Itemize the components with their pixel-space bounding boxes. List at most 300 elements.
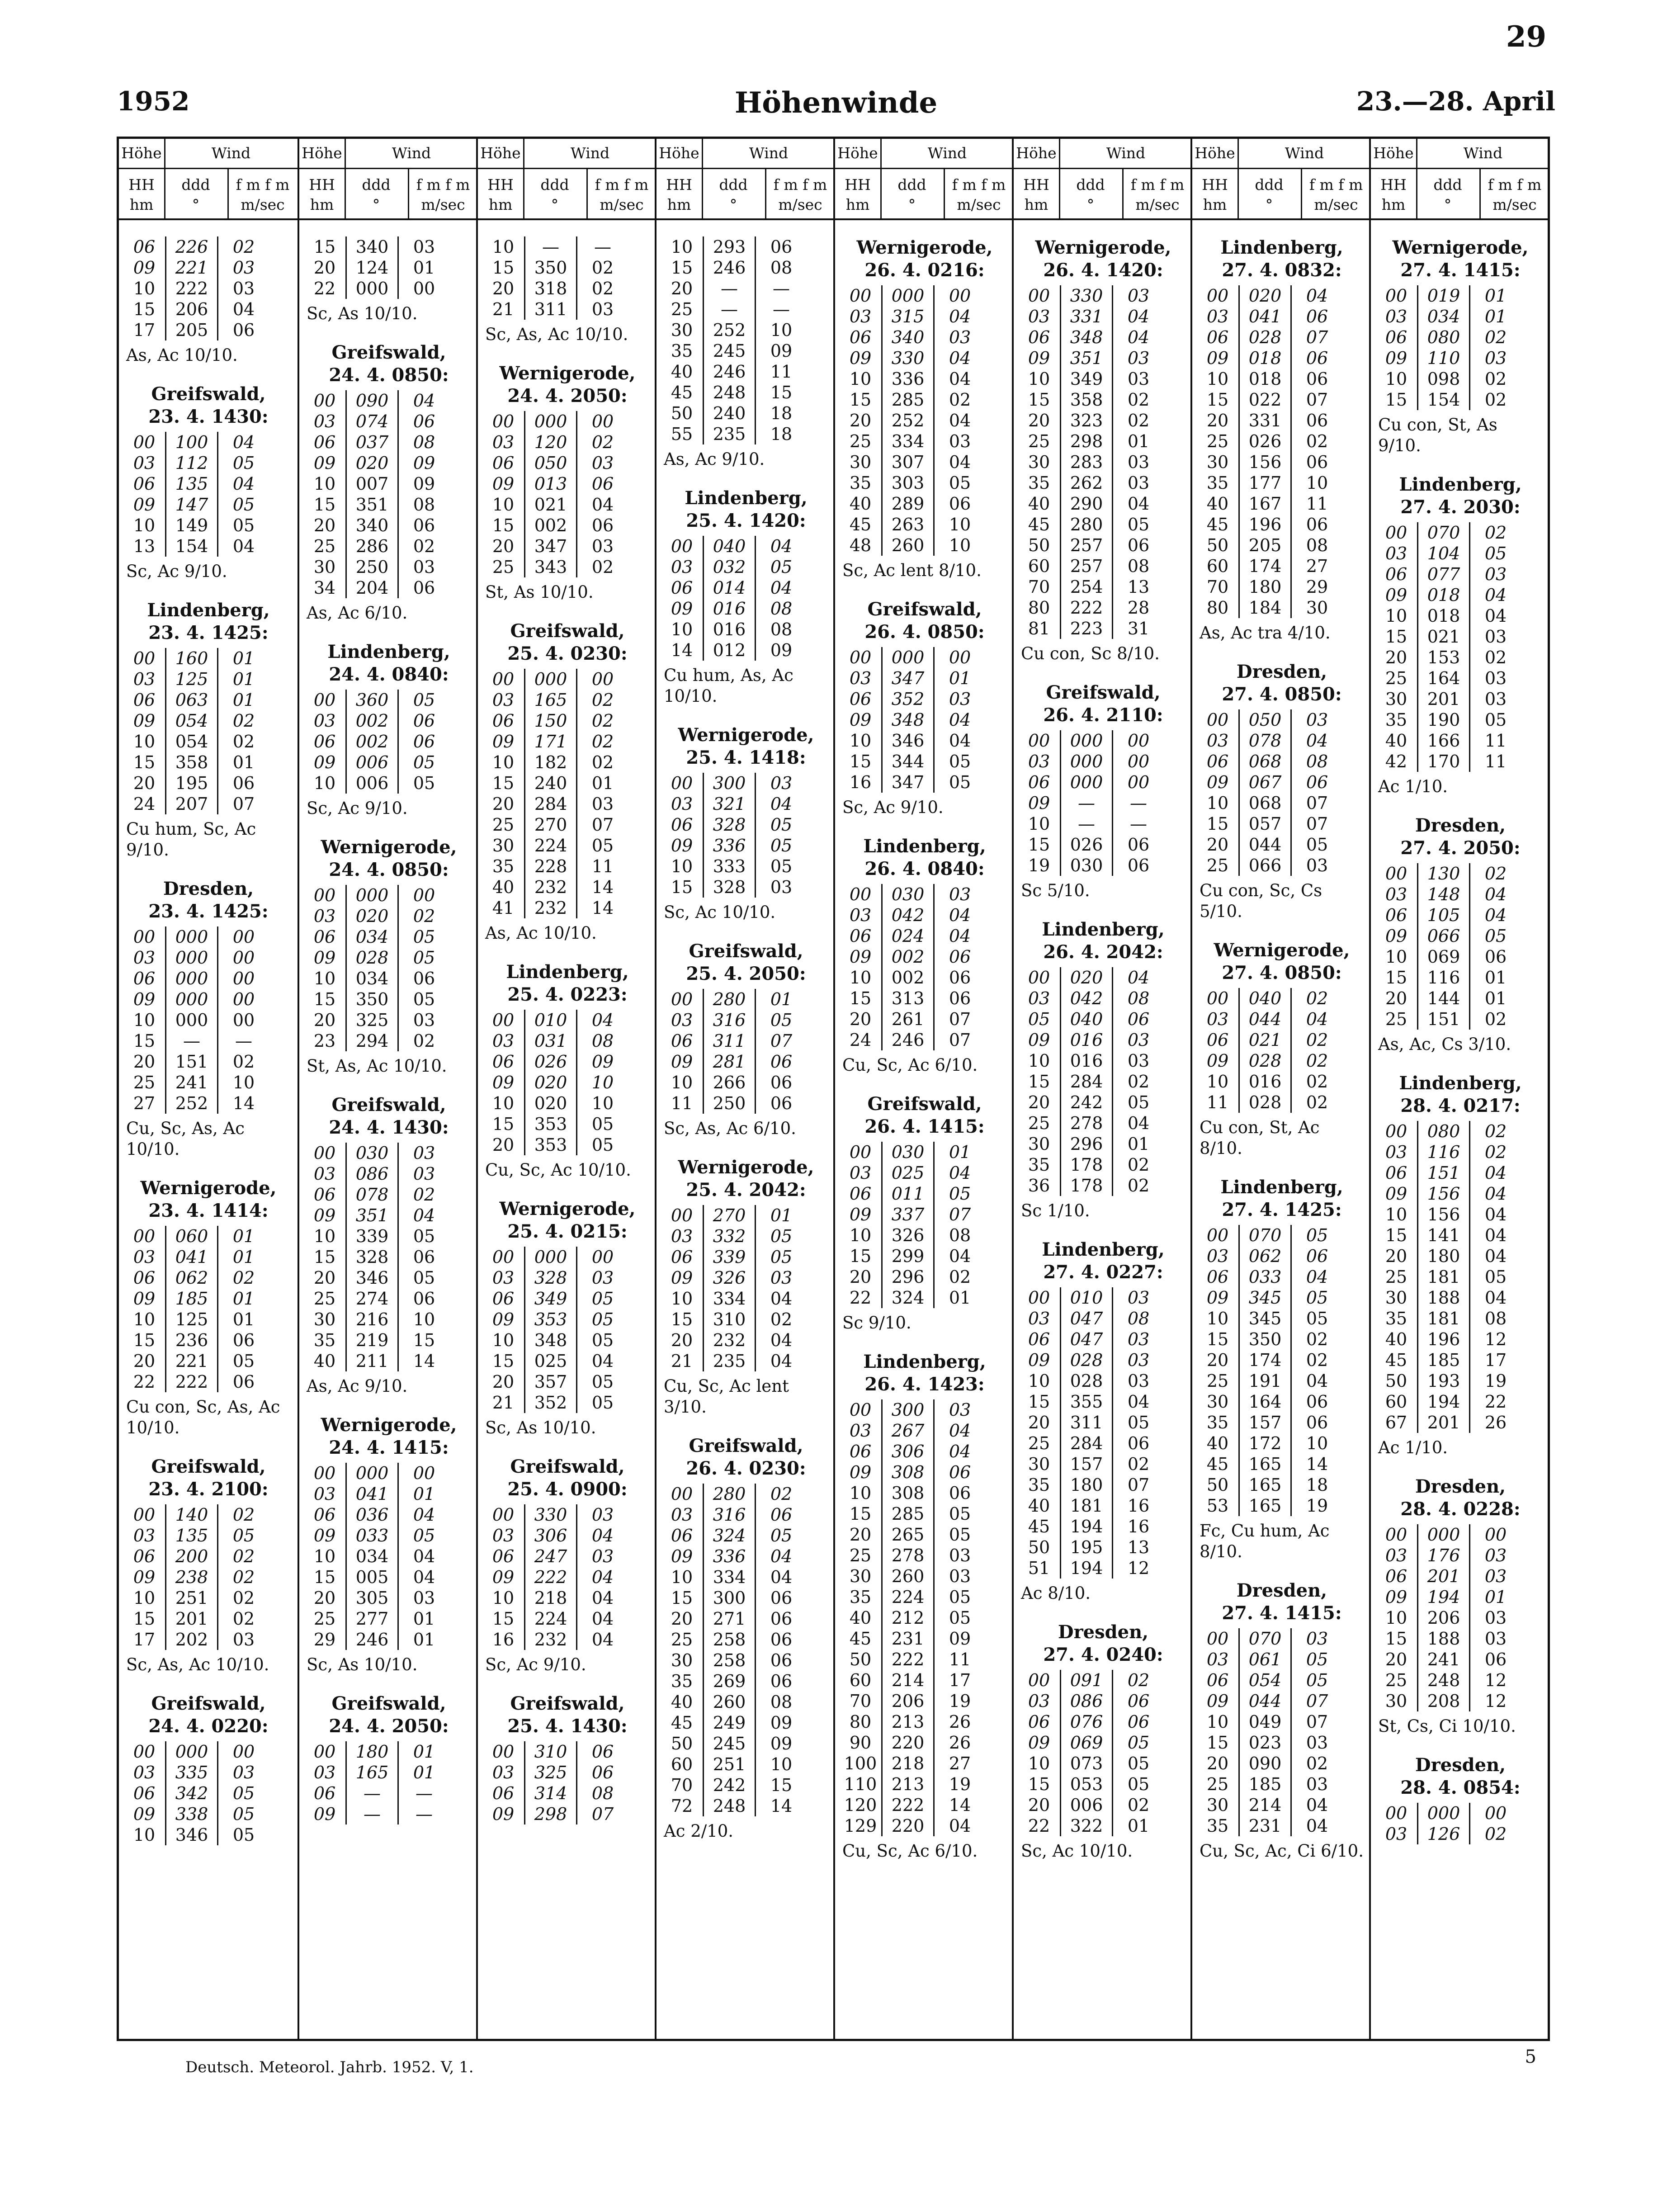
table-row: [1375, 285, 1545, 306]
height-value: 00: [313, 1143, 336, 1163]
height-value: 15: [313, 1247, 336, 1267]
height-value: 06: [133, 690, 156, 710]
height-value: 00: [1206, 1225, 1229, 1245]
speed-value: 08: [1127, 988, 1150, 1008]
table-row: [482, 257, 652, 278]
direction-value: 188: [1417, 1287, 1470, 1308]
height-value: 21: [671, 1351, 693, 1371]
speed-value: 11: [1484, 731, 1507, 751]
table-row: [1018, 1670, 1188, 1691]
table-row: [1197, 410, 1367, 431]
speed-value: 03: [1127, 1329, 1150, 1349]
direction-value: 218: [524, 1588, 577, 1608]
table-row: [840, 946, 1010, 967]
speed-value: 05: [232, 1783, 255, 1803]
direction-value: 248: [1417, 1670, 1470, 1691]
speed-value: 05: [949, 1525, 971, 1545]
table-row: [1197, 1628, 1367, 1649]
observation-time: 23. 4. 1414:: [148, 1200, 269, 1221]
table-row: [482, 1072, 652, 1093]
speed-value: 14: [232, 1093, 255, 1113]
direction-value: 030: [881, 884, 935, 905]
speed-value: 01: [413, 1763, 435, 1782]
observation-time: 25. 4. 0215:: [507, 1221, 628, 1242]
speed-value: 03: [232, 258, 255, 278]
wind-label: Wind: [1463, 144, 1503, 162]
speed-value: 04: [770, 794, 793, 814]
height-value: 40: [1028, 1496, 1050, 1516]
table-row: [840, 1545, 1010, 1566]
height-value: 35: [671, 341, 693, 361]
speed-value: 06: [413, 732, 435, 752]
speed-value: 22: [1484, 1392, 1507, 1412]
cloud-note: As, Ac, Cs 3/10.: [1378, 1035, 1511, 1054]
direction-value: 184: [1238, 597, 1292, 618]
table-row: [1018, 1412, 1188, 1433]
direction-value: 000: [165, 1010, 218, 1030]
speed-value: 27: [1306, 556, 1328, 576]
speed-value: 04: [770, 536, 793, 556]
height-value: 45: [849, 1629, 872, 1649]
height-value: 06: [313, 432, 336, 452]
height-value: 15: [133, 1609, 156, 1629]
hh-label: HH: [845, 176, 871, 194]
table-row: [482, 731, 652, 752]
table-row: [482, 898, 652, 918]
table-row: [661, 1309, 831, 1330]
hm-label: hm: [667, 196, 691, 213]
height-value: 45: [849, 515, 872, 534]
height-value: 35: [1385, 1309, 1408, 1328]
speed-value: 03: [1127, 1371, 1150, 1391]
table-row: [661, 299, 831, 320]
speed-value: 07: [1306, 793, 1328, 813]
speed-header: [1122, 168, 1193, 218]
table-row: [482, 1525, 652, 1546]
height-value: 06: [1385, 1566, 1408, 1586]
height-value: 15: [1385, 390, 1408, 410]
height-value: 03: [313, 411, 336, 431]
height-value: 15: [671, 258, 693, 278]
height-value: 03: [313, 906, 336, 926]
station-name: Greifswald,: [510, 1456, 625, 1477]
speed-value: 04: [1484, 606, 1507, 626]
cloud-note: Sc, Ac 9/10.: [307, 799, 408, 818]
speed-label: f m f m: [416, 176, 470, 194]
direction-value: 054: [165, 710, 218, 731]
height-value: 09: [133, 1804, 156, 1824]
table-row: [123, 752, 293, 773]
table-row: [123, 1762, 293, 1783]
direction-value: 352: [881, 689, 935, 709]
table-row: [661, 1608, 831, 1629]
height-value: 10: [1206, 1309, 1229, 1328]
observation-block: [123, 1456, 293, 1675]
speed-value: 02: [1306, 1092, 1328, 1112]
height-value: 03: [492, 690, 515, 710]
speed-value: 02: [1484, 523, 1507, 543]
direction-value: 021: [1238, 1030, 1292, 1050]
height-value: 25: [671, 1630, 693, 1650]
speed-value: 06: [1306, 348, 1328, 368]
observation-time: 24. 4. 0220:: [148, 1716, 269, 1737]
direction-value: 336: [703, 835, 756, 856]
direction-value: 050: [524, 453, 577, 473]
height-value: 20: [671, 279, 693, 298]
speed-value: 03: [591, 1505, 614, 1525]
table-row: [304, 1163, 474, 1184]
height-header: [657, 139, 703, 218]
page-number: 29: [1506, 20, 1546, 54]
height-value: 30: [1206, 1392, 1229, 1412]
direction-value: 353: [524, 1134, 577, 1155]
table-row: [1375, 1824, 1545, 1844]
table-row: [1197, 327, 1367, 348]
height-value: 20: [313, 1268, 336, 1288]
direction-value: 232: [524, 877, 577, 898]
hoehe-label: Höhe: [837, 144, 878, 162]
speed-value: —: [235, 1031, 252, 1051]
table-row: [840, 1204, 1010, 1225]
direction-value: 066: [1238, 855, 1292, 876]
speed-value: 08: [591, 1031, 614, 1051]
ddd-label: ddd: [1255, 176, 1284, 194]
height-value: 10: [1028, 369, 1050, 389]
observation-block: [1018, 236, 1188, 664]
table-row: [123, 731, 293, 752]
table-row: [1018, 813, 1188, 834]
speed-value: 03: [1484, 1629, 1507, 1649]
direction-value: 180: [345, 1741, 399, 1762]
direction-value: 019: [1417, 285, 1470, 306]
speed-value: 05: [1484, 710, 1507, 730]
speed-value: 03: [1484, 689, 1507, 709]
direction-value: 346: [345, 1267, 399, 1288]
height-value: 03: [1206, 1650, 1229, 1669]
table-row: [1018, 1308, 1188, 1329]
direction-value: 326: [703, 1267, 756, 1288]
speed-value: 00: [1127, 752, 1150, 771]
height-value: 03: [492, 1526, 515, 1546]
height-value: 09: [133, 711, 156, 731]
height-value: 15: [492, 1114, 515, 1134]
direction-value: 280: [703, 1484, 756, 1504]
height-value: 30: [1385, 689, 1408, 709]
observation-time: 26. 4. 1423:: [864, 1374, 985, 1395]
speed-value: 02: [949, 390, 971, 410]
table-row: [661, 989, 831, 1010]
direction-value: 177: [1238, 473, 1292, 493]
table-row: [123, 494, 293, 515]
column-body: [478, 220, 657, 1824]
cloud-note: Sc 9/10.: [842, 1313, 912, 1333]
date-range: 23.—28. April: [1356, 86, 1555, 117]
height-value: 35: [1206, 1816, 1229, 1836]
height-value: 60: [1385, 1392, 1408, 1412]
speed-value: —: [773, 279, 790, 298]
table-row: [482, 453, 652, 473]
table-row: [840, 1524, 1010, 1545]
table-row: [1375, 668, 1545, 689]
wind-label: Wind: [211, 144, 251, 162]
observation-time: 27. 4. 0850:: [1222, 684, 1342, 705]
table-row: [1197, 1308, 1367, 1329]
height-value: 06: [133, 237, 156, 257]
table-row: [304, 773, 474, 794]
speed-value: 04: [1484, 1205, 1507, 1224]
speed-value: 04: [413, 1505, 435, 1525]
direction-header: [880, 168, 945, 218]
direction-value: 112: [165, 453, 218, 473]
speed-value: 01: [413, 1609, 435, 1629]
table-row: [123, 299, 293, 320]
direction-value: 042: [1060, 988, 1113, 1009]
speed-value: 05: [1484, 1267, 1507, 1287]
table-row: [1375, 1607, 1545, 1628]
table-row: [661, 640, 831, 661]
direction-value: 000: [345, 885, 399, 906]
height-value: 09: [1206, 1691, 1229, 1711]
speed-value: 03: [1127, 452, 1150, 472]
speed-value: 02: [1306, 1072, 1328, 1092]
height-value: 06: [1206, 1267, 1229, 1287]
direction-value: 080: [1417, 1121, 1470, 1142]
observation-block: [1018, 1238, 1188, 1604]
direction-value: 213: [881, 1774, 935, 1795]
speed-value: 28: [1127, 598, 1150, 618]
hoehe-label: Höhe: [1016, 144, 1057, 162]
speed-value: 15: [413, 1330, 435, 1350]
table-row: [123, 947, 293, 968]
table-row: [482, 1247, 652, 1267]
height-value: 09: [671, 1268, 693, 1288]
speed-value: 04: [949, 926, 971, 946]
height-value: 21: [492, 1393, 515, 1413]
height-value: 70: [1206, 577, 1229, 597]
table-row: [123, 1247, 293, 1267]
speed-value: 07: [1306, 390, 1328, 410]
speed-value: 02: [232, 1268, 255, 1288]
height-value: 03: [492, 1031, 515, 1051]
height-value: 10: [849, 1483, 872, 1503]
height-value: 09: [1385, 348, 1408, 368]
speed-value: 02: [1306, 1030, 1328, 1050]
speed-value: 04: [1127, 307, 1150, 326]
table-row: [840, 1587, 1010, 1607]
height-value: 09: [492, 1309, 515, 1329]
direction-value: 174: [1238, 1350, 1292, 1371]
direction-value: 165: [1238, 1454, 1292, 1475]
table-row: [840, 1267, 1010, 1287]
table-row: [123, 515, 293, 536]
table-row: [1018, 1495, 1188, 1516]
cloud-note: St, As 10/10.: [485, 582, 594, 602]
height-value: 03: [492, 1763, 515, 1782]
speed-value: 26: [1484, 1413, 1507, 1432]
direction-value: 060: [165, 1226, 218, 1247]
height-value: 09: [1206, 772, 1229, 792]
height-value: 25: [1028, 1433, 1050, 1453]
direction-value: —: [165, 1030, 218, 1051]
direction-value: 350: [524, 257, 577, 278]
direction-value: 325: [524, 1762, 577, 1783]
table-row: [661, 340, 831, 361]
table-row: [840, 988, 1010, 1009]
speed-value: 06: [1306, 452, 1328, 472]
speed-value: 04: [232, 536, 255, 556]
table-row: [123, 1093, 293, 1114]
speed-value: 02: [591, 690, 614, 710]
speed-value: 05: [232, 453, 255, 473]
speed-value: 03: [1127, 348, 1150, 368]
degree-label: °: [551, 196, 559, 213]
direction-value: 000: [881, 647, 935, 668]
direction-value: 342: [165, 1783, 218, 1804]
height-value: 09: [492, 1073, 515, 1092]
speed-value: 04: [949, 905, 971, 925]
cloud-note: Ac 2/10.: [664, 1821, 734, 1841]
direction-value: 149: [165, 515, 218, 536]
table-row: [1375, 1803, 1545, 1824]
table-row: [123, 989, 293, 1010]
cloud-note: Sc, As 10/10.: [307, 304, 418, 323]
table-row: [1375, 1524, 1545, 1545]
table-row: [840, 1483, 1010, 1503]
table-row: [1197, 1225, 1367, 1246]
height-value: 80: [1206, 598, 1229, 618]
cloud-note: Cu, Sc, Ac 6/10.: [842, 1055, 978, 1075]
direction-value: 033: [1238, 1267, 1292, 1287]
height-value: 50: [671, 403, 693, 423]
height-value: 17: [133, 1630, 156, 1650]
height-value: 06: [133, 1546, 156, 1566]
wind-label: Wind: [570, 144, 610, 162]
direction-value: 200: [165, 1546, 218, 1567]
table-row: [123, 968, 293, 989]
observation-time: 27. 4. 2030:: [1400, 496, 1521, 518]
speed-value: 09: [770, 341, 793, 361]
table-row: [304, 257, 474, 278]
table-row: [661, 1030, 831, 1051]
speed-value: 04: [591, 1351, 614, 1371]
speed-value: 05: [770, 1010, 793, 1030]
direction-value: 249: [703, 1712, 756, 1733]
direction-value: 284: [1060, 1071, 1113, 1092]
table-row: [840, 1399, 1010, 1420]
height-value: 09: [1028, 793, 1050, 813]
table-row: [1375, 1545, 1545, 1566]
station-name: Lindenberg,: [1220, 237, 1343, 258]
speed-value: 05: [413, 1526, 435, 1546]
direction-value: 310: [703, 1309, 756, 1330]
direction-value: 333: [703, 856, 756, 877]
direction-value: 269: [703, 1671, 756, 1692]
cloud-note: Sc, As, Ac 10/10.: [485, 325, 628, 344]
direction-value: 116: [1417, 967, 1470, 988]
height-value: 00: [133, 432, 156, 452]
table-row: [304, 432, 474, 453]
table-row: [1197, 285, 1367, 306]
table-row: [482, 299, 652, 320]
table-row: [840, 884, 1010, 905]
height-value: 09: [849, 947, 872, 967]
height-value: 20: [1385, 648, 1408, 667]
height-value: 30: [1028, 1454, 1050, 1474]
height-value: 06: [313, 1185, 336, 1205]
direction-value: 037: [345, 432, 399, 453]
height-value: 06: [133, 1783, 156, 1803]
speed-value: 19: [949, 1691, 971, 1711]
speed-value: 00: [232, 1742, 255, 1762]
speed-value: 05: [413, 927, 435, 947]
height-value: 05: [1028, 1009, 1050, 1029]
table-row: [1197, 389, 1367, 410]
station-name: Greifswald,: [151, 1456, 266, 1477]
direction-value: 069: [1060, 1732, 1113, 1753]
hoehe-label: Höhe: [480, 144, 521, 162]
direction-value: 310: [524, 1741, 577, 1762]
height-value: 09: [671, 599, 693, 619]
speed-value: 01: [770, 989, 793, 1009]
speed-value: 05: [1306, 1288, 1328, 1308]
observation-time: 28. 4. 0217:: [1400, 1095, 1521, 1116]
direction-value: 000: [165, 989, 218, 1010]
speed-value: 03: [949, 1400, 971, 1420]
speed-label: f m f m: [1130, 176, 1185, 194]
direction-value: 154: [165, 536, 218, 557]
height-value: 50: [1028, 535, 1050, 555]
height-value: 10: [133, 279, 156, 298]
speed-value: 05: [949, 1504, 971, 1524]
table-column: [833, 139, 1014, 2039]
table-row: [1197, 1711, 1367, 1732]
direction-value: 235: [703, 424, 756, 444]
speed-value: 02: [591, 711, 614, 731]
height-value: 03: [671, 1505, 693, 1525]
cloud-note: As, Ac 6/10.: [307, 603, 408, 623]
direction-value: 298: [1060, 431, 1113, 452]
direction-value: —: [345, 1783, 399, 1804]
table-row: [123, 236, 293, 257]
direction-value: 224: [881, 1587, 935, 1607]
height-value: 03: [133, 1763, 156, 1782]
height-value: 03: [1028, 752, 1050, 771]
observation-block: [840, 835, 1010, 1076]
cloud-note: Cu, Sc, As, Ac 10/10.: [126, 1119, 245, 1159]
speed-value: 05: [413, 1226, 435, 1246]
height-value: 09: [313, 453, 336, 473]
direction-header: [345, 168, 409, 218]
height-value: 25: [313, 536, 336, 556]
table-row: [123, 257, 293, 278]
table-row: [840, 1287, 1010, 1308]
height-value: 06: [849, 1184, 872, 1204]
height-value: 10: [671, 856, 693, 876]
speed-value: 05: [1127, 515, 1150, 534]
table-row: [1375, 1246, 1545, 1267]
footer-source: Deutsch. Meteorol. Jahrb. 1952. V, 1.: [185, 2058, 474, 2076]
cloud-note: Ac 1/10.: [1378, 777, 1448, 796]
observation-block: [304, 341, 474, 624]
table-row: [123, 1546, 293, 1567]
direction-value: 000: [524, 1247, 577, 1267]
height-value: 03: [1206, 307, 1229, 326]
direction-value: 181: [1417, 1308, 1470, 1329]
speed-value: 02: [413, 906, 435, 926]
speed-value: 03: [949, 884, 971, 904]
observation-block: [123, 1177, 293, 1438]
station-name: Dresden,: [1236, 1580, 1327, 1601]
